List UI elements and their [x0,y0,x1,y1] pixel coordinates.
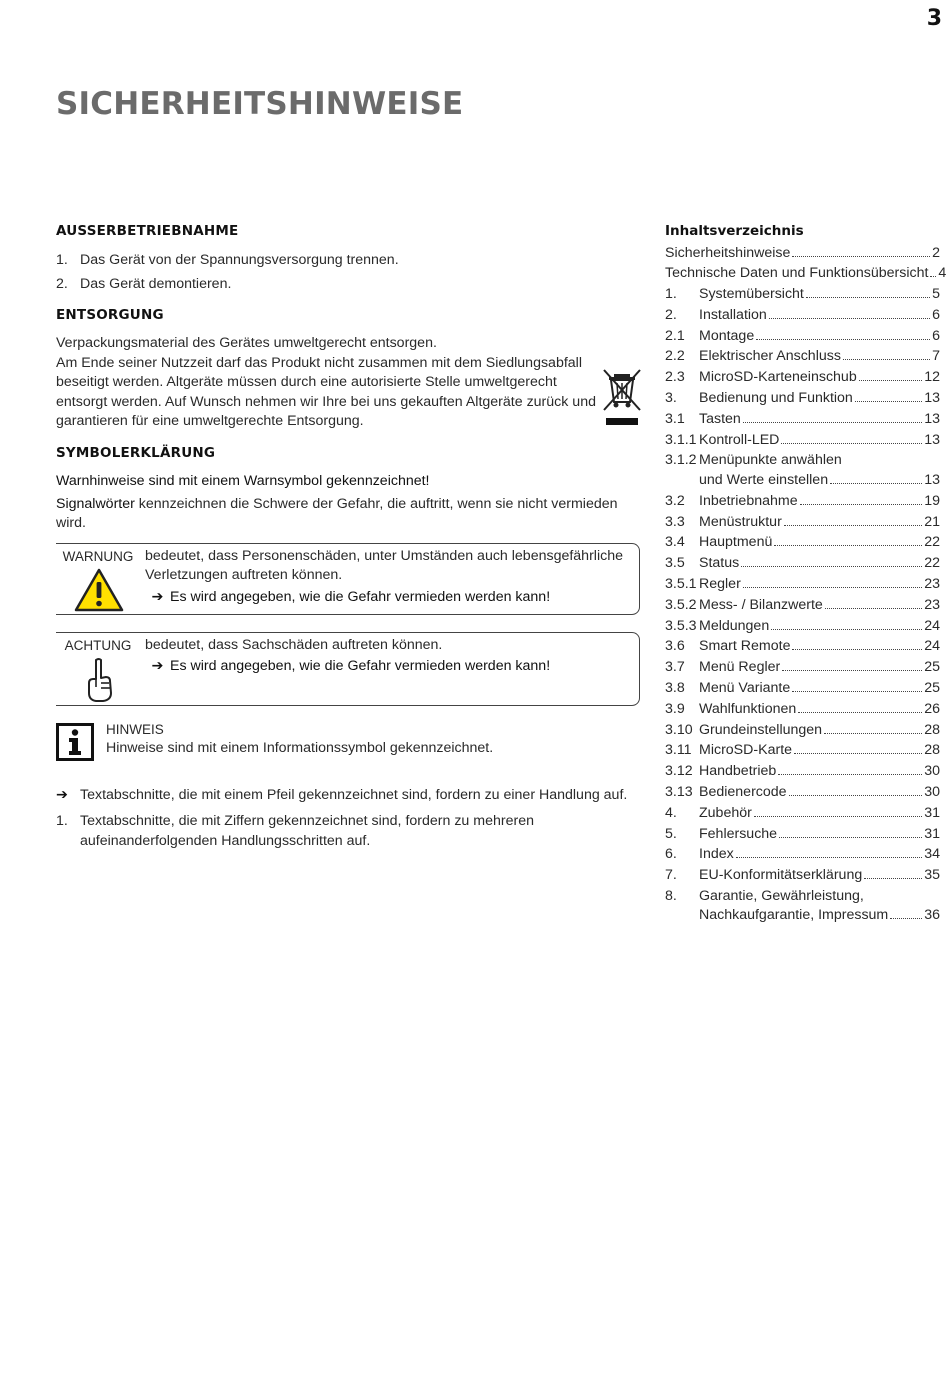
toc-leader [843,359,930,360]
caution-description: bedeutet, dass Sachschäden auftreten können. [145,636,443,653]
toc-entry[interactable] [665,492,940,512]
toc-number: 3.4 [665,534,685,551]
warning-action-text: Es wird angegeben, wie die Gefahr vermieden werden kann! [170,588,551,605]
toc-entry[interactable] [665,596,940,616]
toc-number: 3.1.1 [665,431,697,448]
toc-leader [792,649,922,650]
toc-leader [778,774,922,775]
toc-leader [800,504,923,505]
toc-leader [784,525,922,526]
toc-page-number: 13 [924,410,940,427]
arrow-icon: ➔ [151,588,164,605]
toc-page-number: 31 [924,804,940,821]
toc-page-number: 13 [924,431,940,448]
toc-entry[interactable] [665,431,940,451]
number-tip-text: Textabschnitte, die mit Ziffern gekennzeichnet sind, fordern zu mehreren aufeinanderfolgenden Handlungsschritten auf. [80,813,534,849]
toc-number: 3.6 [665,638,685,655]
toc-title: Technische Daten und Funktionsübersicht [665,265,929,282]
toc-entry[interactable] [665,513,940,533]
toc-page-number: 19 [924,492,940,509]
toc-entry[interactable] [665,866,940,886]
toc-leader [782,670,922,671]
toc-title: Handbetrieb [699,763,777,780]
toc-leader [769,318,930,319]
decommission-heading: AUSSERBETRIEBNAHME [56,223,239,239]
page-title: SICHERHEITSHINWEISE [56,86,464,122]
toc-title: Status [699,555,740,572]
toc-number: 3.3 [665,513,685,530]
toc-entry[interactable] [665,264,947,284]
toc-number: 8. [665,887,677,904]
decommission-steps [56,251,640,295]
toc-leader [890,918,922,919]
toc-entry[interactable] [665,575,940,595]
toc-entry[interactable] [665,721,940,741]
toc-entry[interactable] [665,244,940,264]
signal-word-description: kennzeichnen die Schwere der Gefahr, die auftritt, wenn sie nicht vermieden wird. [56,495,618,531]
toc-entry[interactable] [665,783,940,803]
toc-title: EU-Konformitätserklärung [699,867,863,884]
crossed-bin-icon [602,368,642,426]
caution-action-text: Es wird angegeben, wie die Gefahr vermieden werden kann! [170,658,551,674]
toc-page-number: 6 [932,306,940,323]
toc-page-number: 24 [924,638,940,655]
arrow-tip-text: Textabschnitte, die mit einem Pfeil gekennzeichnet sind, fordern zu einer Handlung auf. [80,786,628,803]
toc-title: Bedienercode [699,783,787,800]
toc-number: 2.2 [665,348,685,365]
step-number: 1. [56,251,68,268]
toc-leader [754,816,922,817]
toc-leader [741,566,922,567]
warning-label: WARNUNG [62,548,134,564]
hint-description: Hinweise sind mit einem Informationssymbol gekennzeichnet. [106,740,494,756]
toc-page-number: 23 [924,575,940,592]
toc-page-number: 7 [932,348,940,365]
toc-number: 3.1 [665,410,685,427]
disposal-heading: ENTSORGUNG [56,306,164,323]
toc-leader [864,878,922,879]
page-number: 3 [926,6,942,31]
toc-page-number: 2 [932,244,940,261]
toc-number: 3.5 [665,555,685,572]
list-item [56,275,640,295]
toc-entry[interactable] [665,347,940,367]
toc-leader [794,753,922,754]
toc-page-number: 21 [924,513,940,530]
toc-number: 6. [665,846,677,863]
disposal-paragraph: Am Ende seiner Nutzzeit darf das Produkt nicht zusammen mit dem Siedlungsabfall beseitigt werden. Altgeräte müssen durch eine autorisierte Stelle umweltgerecht entsorgt werden. Auf Wunsch nehmen wir Ihre bei uns gekauften Altgeräte zurück und garantieren für eine umweltgerechte Entsorgung. [56,354,596,429]
toc-multiline-title [699,451,940,490]
toc-number: 3.7 [665,659,685,676]
toc-title: Nachkaufgarantie, Impressum [699,907,889,924]
toc-leader [771,629,922,630]
toc-number: 2.3 [665,369,685,386]
toc-entry[interactable] [665,533,940,553]
toc-entry[interactable] [665,554,940,574]
toc-leader [743,422,922,423]
signal-word-term: Signalwörter [56,495,135,512]
toc-page-number: 5 [932,286,940,303]
toc-page-number: 28 [924,721,940,738]
toc-page-number: 4 [938,265,947,282]
toc-multiline-title [699,887,940,926]
toc-leader [830,483,922,484]
toc-leader [806,297,930,298]
toc-page-number: 35 [924,867,940,884]
toc-entry[interactable] [665,327,940,347]
caution-box [56,632,640,706]
warning-action [145,588,629,608]
toc-number: 3. [665,390,677,407]
toc-title-line: Garantie, Gewährleistung, [699,887,864,904]
caution-text [145,633,639,677]
toc-entry[interactable] [665,887,940,926]
toc-entry[interactable] [665,285,940,305]
toc-entry[interactable] [665,762,940,782]
toc-entry[interactable] [665,679,940,699]
toc-list [665,244,947,926]
warning-triangle-icon [74,568,124,612]
toc-title: Montage [699,327,755,344]
number-tip-mark: 1. [56,813,68,829]
toc-leader [859,380,923,381]
step-text: Das Gerät demontieren. [80,276,232,292]
toc-leader [743,587,922,588]
toc-number: 3.2 [665,492,685,509]
warning-description: bedeutet, dass Personenschäden, unter Umständen auch lebensgefährliche Verletzungen auftreten können. [145,547,623,583]
caution-action [145,657,629,677]
toc-page-number: 13 [924,471,940,488]
toc-number: 7. [665,867,677,884]
toc-title: Fehlersuche [699,825,778,842]
toc-entry[interactable] [665,368,940,388]
toc-title: MicroSD-Karte [699,742,793,759]
toc-leader [756,339,930,340]
toc-leader [798,712,922,713]
toc-title: Hauptmenü [699,534,773,551]
toc-entry[interactable] [665,804,940,824]
toc-title: Zubehör [699,804,752,821]
table-of-contents [665,222,947,927]
toc-title: Inbetriebnahme [699,492,798,509]
arrow-tip [56,786,640,806]
toc-title: Index [699,846,734,863]
toc-leader [781,443,922,444]
toc-number: 2. [665,306,677,323]
disposal-section [56,334,640,432]
toc-page-number: 6 [932,327,940,344]
toc-number: 5. [665,825,677,842]
toc-entry[interactable] [665,845,940,865]
toc-entry[interactable] [665,389,940,409]
toc-page-number: 30 [924,783,940,800]
toc-title: Mess- / Bilanzwerte [699,596,823,613]
toc-number: 3.5.3 [665,617,697,634]
toc-title: und Werte einstellen [699,471,829,488]
toc-entry[interactable] [665,825,940,845]
hint-text [106,720,493,759]
toc-entry[interactable] [665,306,940,326]
toc-entry[interactable] [665,658,940,678]
toc-number: 3.11 [665,742,692,759]
toc-page-number: 12 [924,369,940,386]
toc-entry[interactable] [665,741,940,761]
toc-number: 2.1 [665,327,685,344]
toc-page-number: 26 [924,700,940,717]
toc-title: Menü Variante [699,679,791,696]
toc-page-number: 24 [924,617,940,634]
toc-number: 3.8 [665,679,685,696]
toc-title: Menüstruktur [699,513,782,530]
toc-page-number: 34 [924,846,940,863]
toc-number: 3.10 [665,721,693,738]
disposal-paragraph: Verpackungsmaterial des Gerätes umweltgerecht entsorgen. [56,335,437,351]
step-text: Das Gerät von der Spannungsversorgung trennen. [80,251,399,268]
toc-title: Tasten [699,410,741,427]
toc-number: 3.12 [665,763,693,780]
toc-entry[interactable] [665,617,940,637]
toc-leader [779,837,922,838]
toc-title: Wahlfunktionen [699,700,797,717]
toc-title: Smart Remote [699,638,791,655]
toc-leader [825,608,922,609]
toc-page-number: 23 [924,596,940,613]
toc-title: Installation [699,306,767,323]
toc-entry[interactable] [665,410,940,430]
toc-page-number: 25 [924,679,940,696]
toc-entry[interactable] [665,451,940,490]
toc-page-number: 13 [924,390,940,407]
toc-leader [774,545,922,546]
symbols-heading: SYMBOLERKLÄRUNG [56,444,216,461]
warning-box [56,543,640,615]
raised-finger-icon [85,657,115,703]
toc-leader [792,256,930,257]
caution-label: ACHTUNG [64,637,132,653]
toc-leader [789,795,923,796]
toc-number: 1. [665,286,677,303]
toc-leader [792,691,922,692]
toc-title: Sicherheitshinweise [665,244,791,261]
arrow-icon: ➔ [56,786,68,803]
left-column [56,222,640,851]
toc-title-line: Menüpunkte anwählen [699,452,842,469]
toc-title: Menü Regler [699,659,781,676]
arrow-icon: ➔ [151,658,164,674]
toc-title: Grundeinstellungen [699,721,823,738]
toc-title: Regler [699,575,741,592]
hint-block [56,720,640,776]
number-tip [56,812,640,851]
hint-label: HINWEIS [106,721,164,737]
toc-page-number: 36 [924,907,940,924]
toc-leader [736,857,923,858]
toc-number: 3.5.1 [665,575,697,592]
toc-page-number: 28 [924,742,940,759]
toc-number: 4. [665,804,677,821]
toc-number: 3.13 [665,783,693,800]
info-icon [56,723,94,761]
toc-page-number: 22 [924,555,940,572]
toc-title: MicroSD-Karteneinschub [699,369,857,386]
toc-page-number: 30 [924,763,940,780]
toc-number: 3.5.2 [665,596,697,613]
toc-title: Bedienung und Funktion [699,390,853,407]
toc-leader [855,401,922,402]
toc-leader [824,733,922,734]
symbols-intro: Warnhinweise sind mit einem Warnsymbol gekennzeichnet! [56,473,430,489]
warning-text [145,544,639,608]
toc-heading: Inhaltsverzeichnis [665,223,804,239]
toc-number: 3.9 [665,700,685,717]
symbols-intro-2 [56,495,640,534]
toc-title: Elektrischer Anschluss [699,348,841,365]
toc-title: Meldungen [699,617,770,634]
toc-entry[interactable] [665,700,940,720]
toc-entry[interactable] [665,637,940,657]
toc-number: 3.1.2 [665,452,697,469]
toc-title: Kontroll-LED [699,431,780,448]
toc-page-number: 31 [924,825,940,842]
toc-page-number: 22 [924,534,940,551]
list-item [56,251,640,271]
step-number: 2. [56,276,68,292]
toc-title: Systemübersicht [699,286,804,303]
toc-leader [930,276,936,277]
toc-page-number: 25 [924,659,940,676]
